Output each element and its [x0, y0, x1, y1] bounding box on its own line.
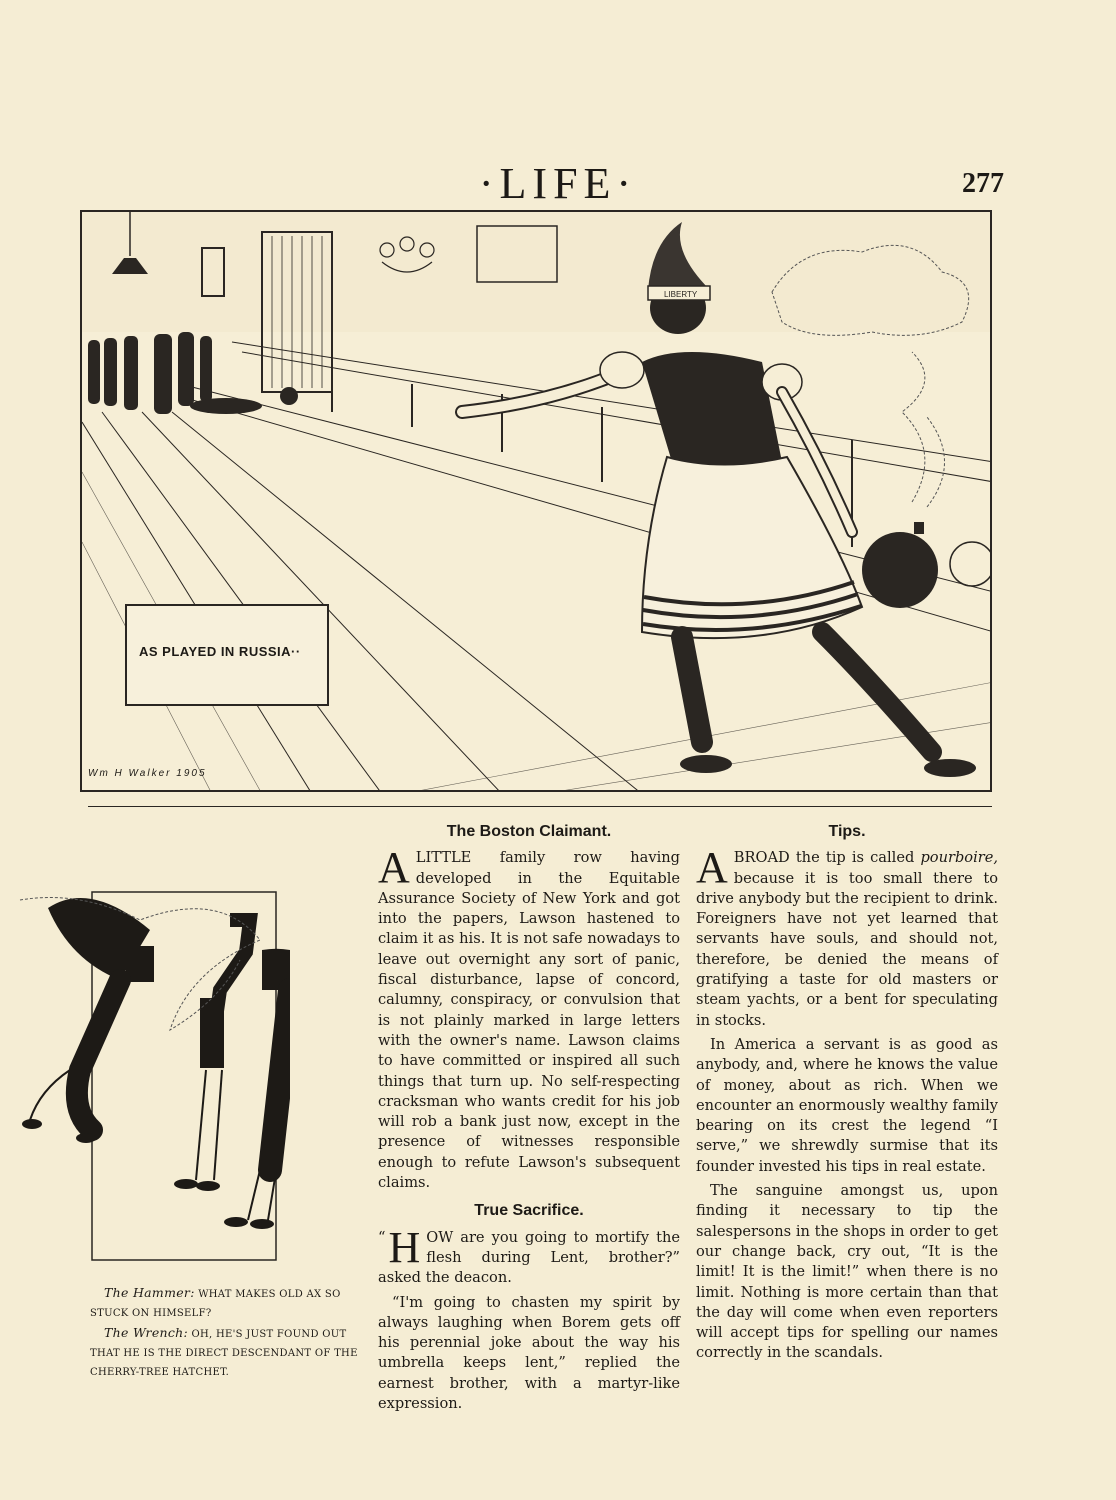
wrench-line: OH, HE'S JUST FOUND OUT THAT HE IS THE DIRECT DESCENDANT OF THE CHERRY-TREE HATCHET.: [90, 1329, 358, 1378]
caption-line-hammer: [90, 1283, 362, 1323]
article-title-boston: The Boston Claimant.: [446, 823, 612, 840]
article-title-sacrifice: True Sacrifice.: [474, 1202, 584, 1220]
tools-illustration: [0, 880, 290, 1280]
column-right: [696, 818, 998, 1368]
liberty-cap-label: LIBERTY: [664, 290, 698, 299]
drop-cap-a: A: [378, 843, 410, 893]
artist-signature: Wm H Walker 1905: [88, 768, 207, 779]
masthead: ·LIFE·: [478, 159, 638, 208]
article-title-tips: Tips.: [828, 823, 866, 840]
cartoon-caption-box: [125, 604, 329, 706]
article-body-tips-1: ABROAD the tip is called pourboire, because it is too small there to drive anybody but the recipient to drink. Foreigners have not yet learned that servants have souls, and should not, therefore, be denied the means of gratifying a taste for old masters or steam yachts, or a bent for speculating in stocks.: [696, 843, 998, 1029]
article-body-sacrifice-1: “ H OW are you going to mortify the flesh during Lent, brother?” asked the deacon.: [378, 1222, 680, 1287]
tools-caption: [90, 1283, 362, 1382]
article-body-tips-3: The sanguine amongst us, upon finding it necessary to tip the salespersons in the shops in order to get our change back, cry out, “It is the limit! It is the limit!” when there is no limit. Nothing is more certain than that the day will come when even reporters will accept tips for spelling our names correctly in the scandals.: [696, 1182, 998, 1362]
speaker-wrench: The Wrench:: [104, 1325, 189, 1340]
caption-line-wrench: [90, 1323, 362, 1382]
article-body-sacrifice-2: “I'm going to chasten my spirit by always laughing when Borem gets off his perennial joke about the way his umbrella keeps lent,” replied the earnest brother, with a martyr-like expression.: [378, 1293, 680, 1413]
column-middle: [378, 818, 680, 1418]
hammer-line: WHAT MAKES OLD AX SO STUCK ON HIMSELF?: [90, 1289, 341, 1319]
drop-cap-h: H: [388, 1222, 421, 1272]
article-body-tips-2: In America a servant is as good as anybody, and, where he knows the value of money, about as rich. When we encounter an enormously wealthy family bearing on its crest the legend “I serve,” we shrewdly surmise that its founder invested his tips in real estate.: [696, 1035, 998, 1175]
drop-cap-tips: A: [696, 843, 728, 893]
page-number: 277: [962, 168, 1004, 199]
speaker-hammer: The Hammer:: [104, 1285, 195, 1300]
horizontal-rule: [88, 806, 992, 807]
article-body-boston: ALITTLE family row having developed in the Equitable Assurance Society of New York and got into the papers, Lawson hastened to claim it as his. It is not safe nowadays to leave out overnight any sort of panic, fiscal disturbance, lapse of concord, calumny, conspiracy, or convulsion that is not plainly marked in large letters with the owner's name. Lawson claims to have committed or inspired all such things that turn up. No self-respecting cracksman who wants credit for his job will rob a bank just now, except in the presence of witnesses responsible enough to refute Lawson's subsequent claims.: [378, 843, 680, 1192]
cartoon-caption: AS PLAYED IN RUSSIA··: [139, 644, 301, 659]
tools-cartoon: [0, 880, 290, 1280]
bowling-cartoon: [80, 210, 992, 792]
